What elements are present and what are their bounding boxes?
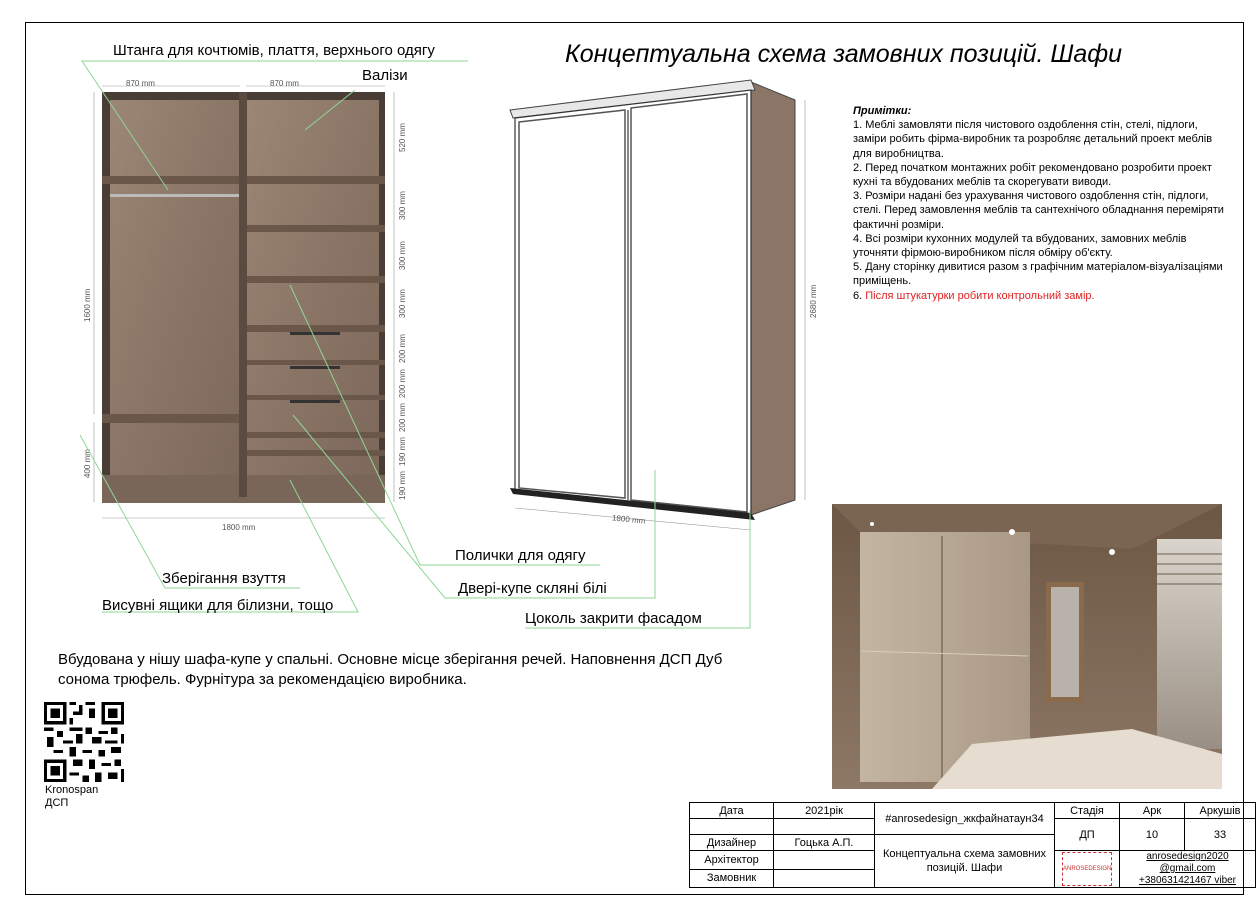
dim-right-190b: 190 mm [398, 471, 407, 500]
wardrobe-description: Вбудована у нішу шафа-купе у спальні. Основне місце зберігання речей. Наповнення ДСП Дуб сонома трюфель. Фурнітура за рекомендацією виробника. [58, 651, 723, 688]
note-item: 1. Меблі замовляти після чистового оздоблення стін, стелі, підлоги, заміри робить фірма-виробник та розробляє детальний проект меблів для виробництва. [853, 119, 1213, 160]
stamp-hashtag: #anrosedesign_жкфайнатаун34 [875, 803, 1055, 835]
page-title: Концептуальна схема замовних позицій. Шафи [565, 40, 1123, 68]
stamp-client-label: Замовник [690, 869, 774, 888]
stamp-logo-cell [1055, 851, 1120, 888]
stamp-date-label: Дата [690, 803, 774, 819]
stamp-empty-cell [774, 869, 875, 888]
anrosedesign-logo: ANROSEDESIGN [1062, 852, 1112, 886]
dim-right-200a: 200 mm [398, 334, 407, 363]
note-item-6 [853, 289, 1233, 303]
note-item: 5. Дану сторінку дивитися разом з графічним матеріалом-візуалізаціями приміщень. [853, 261, 1223, 288]
label-drawers: Висувні ящики для білизни, тощо [102, 597, 334, 614]
dim-left-low: 400 mm [83, 449, 92, 478]
stamp-stage-label: Стадія [1055, 803, 1120, 819]
label-shelves: Полички для одягу [455, 547, 586, 564]
title-block-table [689, 802, 1256, 888]
stamp-ark-label: Арк [1120, 803, 1185, 819]
dim-bottom-width: 1800 mm [222, 523, 256, 532]
note-item: 4. Всі розміри кухонних модулей та вбудованих, замовних меблів уточняти фірмою-виробником після обміру об'єкту. [853, 232, 1187, 260]
notes-heading: Примітки: [853, 105, 912, 117]
stamp-empty-cell [690, 819, 774, 835]
stamp-sheets-label: Аркушів [1185, 803, 1256, 819]
dim-right-200b: 200 mm [398, 369, 407, 398]
label-shoes: Зберігання взуття [162, 570, 286, 587]
qr-caption-brand: Kronospan [45, 784, 99, 796]
dim-front-width: 1800 mm [611, 513, 646, 526]
note-item: 3. Розміри надані без урахування чистового оздоблення стін, підлоги, стелі. Перед замовлення меблів та сантехнічого обладнання переміряти фактичні розміри. [853, 190, 1224, 231]
stamp-contact-phone: +380631421467 viber [1138, 875, 1237, 886]
stamp-contact-email-domain: @gmail.com [1159, 863, 1216, 874]
dim-top-left: 870 mm [126, 79, 155, 88]
stamp-contact-email-user: anrosedesign2020 [1146, 851, 1229, 862]
dim-right-300b: 300 mm [398, 241, 407, 270]
note-6-warning: Після штукатурки робити контрольний замір. [865, 289, 1095, 302]
qr-caption-material: ДСП [45, 797, 69, 809]
note-6-number: 6. [853, 289, 866, 302]
notes-block [853, 104, 1233, 303]
qr-caption [45, 784, 98, 810]
label-rod: Штанга для кочтюмів, плаття, верхнього одягу [113, 42, 435, 59]
stamp-contacts [1120, 851, 1256, 888]
dim-right-300a: 300 mm [398, 191, 407, 220]
bedroom-render-photo [832, 504, 1222, 789]
stamp-stage-value: ДП [1055, 819, 1120, 851]
dim-front-height: 2680 mm [809, 284, 818, 318]
dim-right-520: 520 mm [398, 123, 407, 152]
stamp-designer-label: Дизайнер [690, 835, 774, 851]
stamp-sheets-value: 33 [1185, 819, 1256, 851]
note-item: 2. Перед початком монтажних робіт рекомендовано розробити проект кухні та вбудованих меблів та скорегувати виводи. [853, 161, 1212, 189]
qr-code-image [44, 702, 124, 782]
stamp-ark-value: 10 [1120, 819, 1185, 851]
stamp-date-value: 2021рік [774, 803, 875, 819]
stamp-empty-cell [774, 819, 875, 835]
stamp-empty-cell [774, 851, 875, 870]
dim-top-right: 870 mm [270, 79, 299, 88]
dim-right-190a: 190 mm [398, 437, 407, 466]
stamp-designer-value: Гоцька А.П. [774, 835, 875, 851]
stamp-sheet-title: Концептуальна схема замовних позицій. Шафи [875, 835, 1055, 888]
dim-right-300c: 300 mm [398, 289, 407, 318]
label-plinth: Цоколь закрити фасадом [525, 610, 702, 627]
dim-left-height: 1600 mm [83, 288, 92, 322]
label-doors: Двері-купе скляні білі [458, 580, 607, 597]
stamp-architect-label: Архітектор [690, 851, 774, 870]
label-suitcases: Валізи [362, 67, 408, 84]
dim-right-200c: 200 mm [398, 403, 407, 432]
